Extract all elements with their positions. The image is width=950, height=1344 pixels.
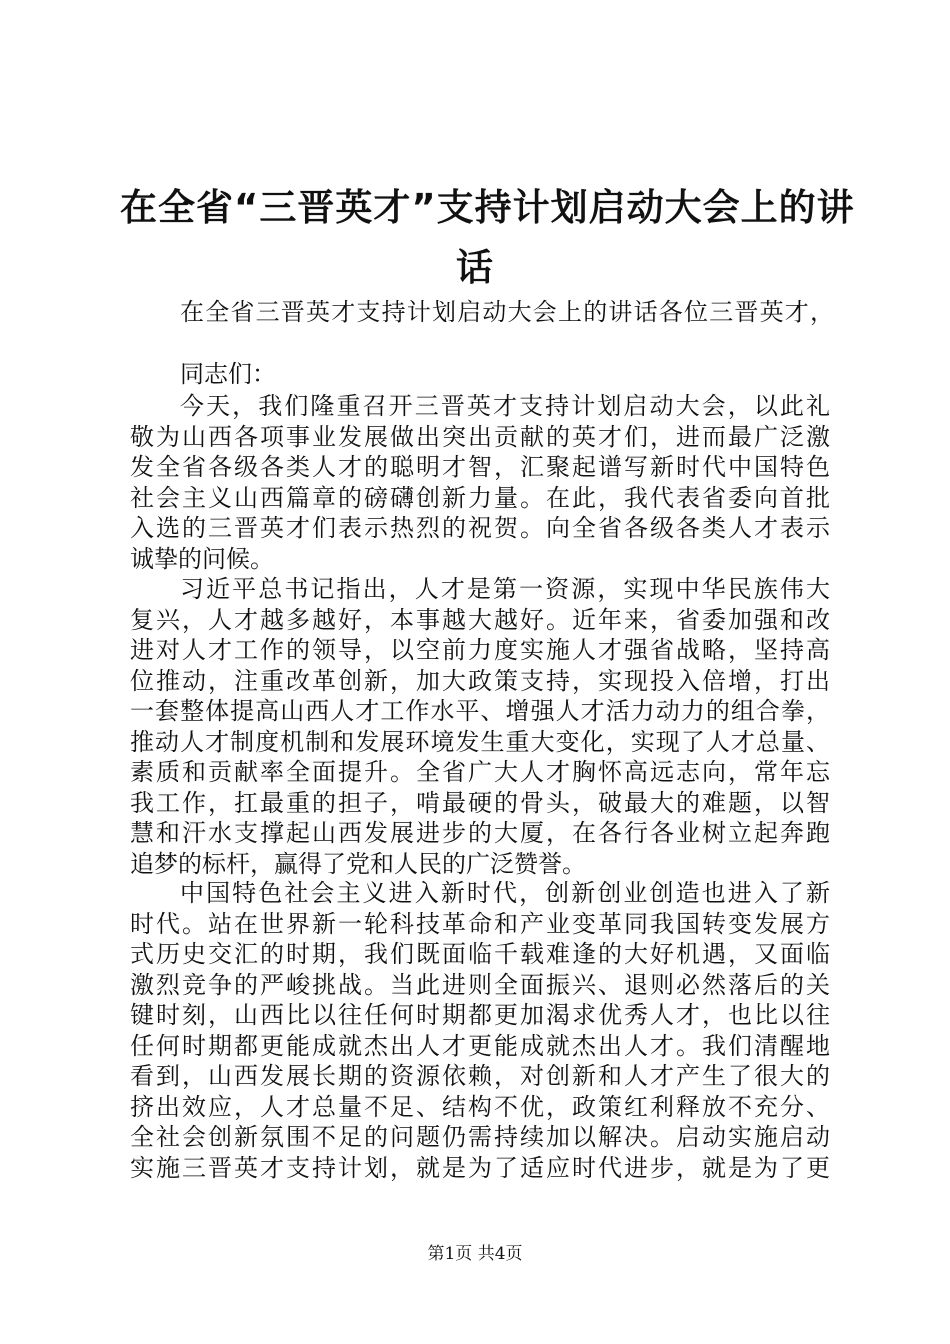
paragraph-line: 今天，我们隆重召开三晋英才支持计划启动大会，以此礼 (180, 392, 830, 420)
paragraph-line: 复兴，人才越多越好，本事越大越好。近年来，省委加强和改 (130, 605, 830, 634)
paragraph-line: 时代。站在世界新一轮科技革命和产业变革同我国转变发展方 (130, 909, 830, 938)
paragraph-line: 一套整体提高山西人才工作水平、增强人才活力动力的组合拳， (130, 697, 830, 725)
paragraph-line: 素质和贡献率全面提升。全省广大人才胸怀高远志向，常年忘 (130, 758, 830, 786)
paragraph-line: 发全省各级各类人才的聪明才智，汇聚起谱写新时代中国特色 (130, 453, 830, 481)
paragraph-line: 看到，山西发展长期的资源依赖，对创新和人才产生了很大的 (130, 1062, 830, 1090)
paragraph-line: 习近平总书记指出，人才是第一资源，实现中华民族伟大 (180, 575, 830, 603)
paragraph-line: 式历史交汇的时期，我们既面临千载难逢的大好机遇，又面临 (130, 940, 830, 968)
greeting: 同志们： (180, 360, 276, 388)
paragraph-line: 社会主义山西篇章的磅礴创新力量。在此，我代表省委向首批 (130, 483, 830, 512)
document-title-line-2: 话 (456, 246, 494, 289)
paragraph-line: 我工作，扛最重的担子，啃最硬的骨头，破最大的难题，以智 (130, 788, 830, 817)
paragraph-line: 挤出效应，人才总量不足、结构不优，政策红利释放不充分、 (130, 1092, 830, 1121)
paragraph-3 (130, 878, 830, 1183)
paragraph-line: 键时刻，山西比以往任何时期都更加渴求优秀人才，也比以往 (130, 1001, 830, 1029)
paragraph-line: 全社会创新氛围不足的问题仍需持续加以解决。启动实施启动 (130, 1123, 830, 1151)
paragraph-line: 进对人才工作的领导，以空前力度实施人才强省战略，坚持高 (130, 636, 830, 664)
paragraph-line: 追梦的标杆，赢得了党和人民的广泛赞誉。 (130, 849, 586, 878)
paragraph-line: 位推动，注重改革创新，加大政策支持，实现投入倍增，打出 (130, 666, 830, 695)
paragraph-line: 实施三晋英才支持计划，就是为了适应时代进步，就是为了更 (130, 1153, 830, 1182)
paragraph-1 (130, 391, 830, 574)
paragraph-line: 入选的三晋英才们表示热烈的祝贺。向全省各级各类人才表示 (130, 514, 830, 542)
paragraph-line: 敬为山西各项事业发展做出突出贡献的英才们，进而最广泛激 (130, 422, 830, 451)
paragraph-line: 慧和汗水支撑起山西发展进步的大厦，在各行各业树立起奔跑 (130, 819, 830, 847)
document-subtitle: 在全省三晋英才支持计划启动大会上的讲话各位三晋英才， (180, 298, 836, 326)
paragraph-line: 中国特色社会主义进入新时代，创新创业创造也进入了新 (180, 879, 830, 907)
document-title-line-1: 在全省“三晋英才”支持计划启动大会上的讲 (120, 186, 855, 229)
paragraph-2 (130, 574, 830, 879)
paragraph-line: 任何时期都更能成就杰出人才更能成就杰出人才。我们清醒地 (130, 1031, 830, 1060)
paragraph-line: 激烈竞争的严峻挑战。当此进则全面振兴、退则必然落后的关 (130, 970, 830, 999)
page-footer: 第1页 共4页 (427, 1244, 523, 1264)
paragraph-line: 诚挚的问候。 (130, 544, 274, 573)
paragraph-line: 推动人才制度机制和发展环境发生重大变化，实现了人才总量、 (130, 727, 830, 756)
